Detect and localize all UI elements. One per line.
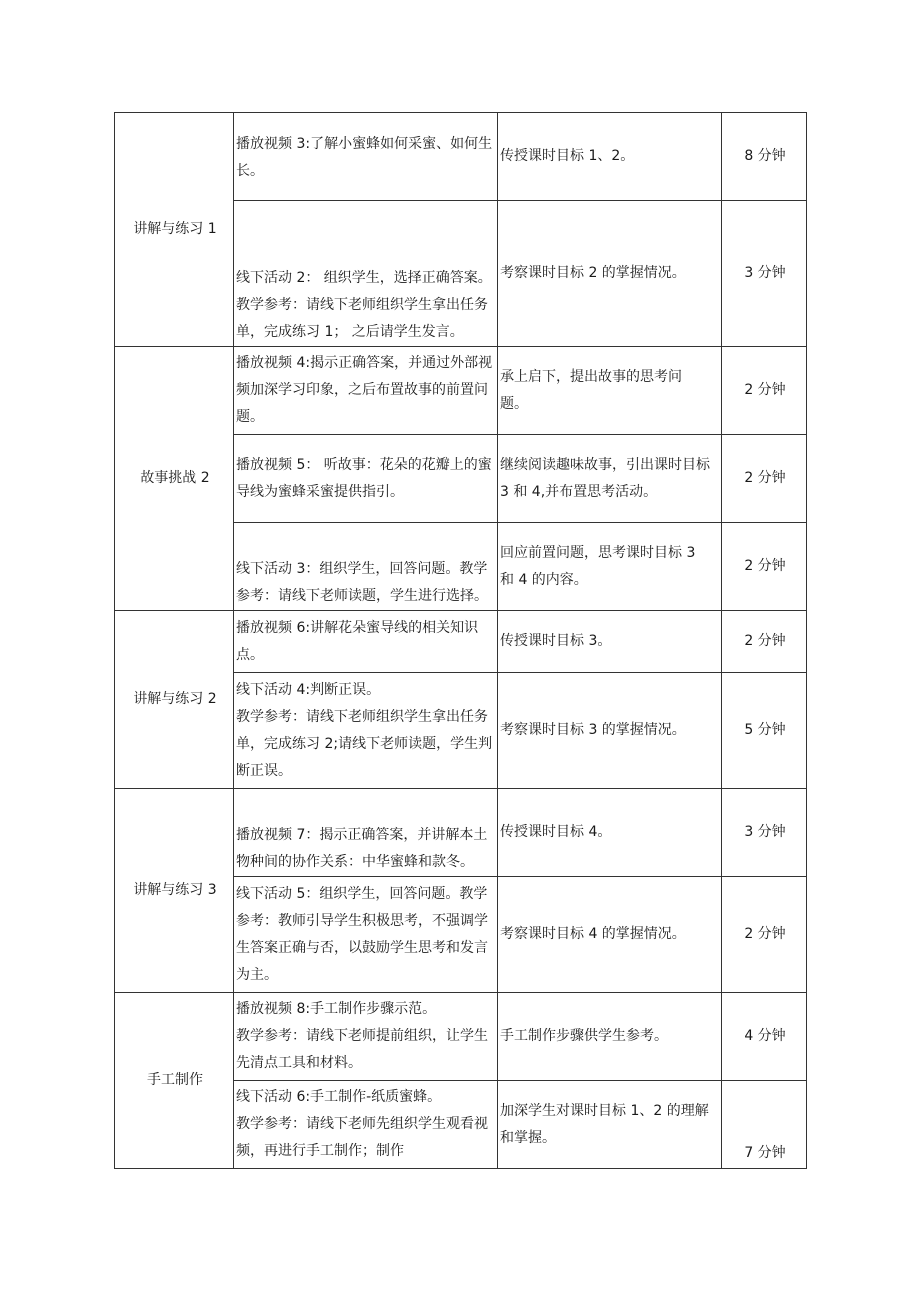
activity-line: 频，再进行手工制作；制作 bbox=[236, 1143, 404, 1159]
table-row bbox=[115, 993, 807, 1081]
table-row bbox=[115, 347, 807, 435]
activity-line: 播放视频 6:讲解花朵蜜导线的相关知识 bbox=[236, 619, 479, 636]
activity-line: 播放视频 8:手工制作步骤示范。 bbox=[236, 1001, 437, 1017]
goal-line: 考察课时目标 4 的掌握情况。 bbox=[500, 926, 686, 942]
activity-line: 为主。 bbox=[236, 966, 278, 983]
activity-cell bbox=[234, 435, 498, 523]
goal-line: 传授课时目标 3。 bbox=[500, 633, 612, 649]
activity-line: 长。 bbox=[236, 163, 264, 179]
activity-cell bbox=[234, 673, 498, 789]
section-label: 讲解与练习 3 bbox=[133, 882, 217, 898]
duration-value: 4 分钟 bbox=[744, 1028, 786, 1044]
section-label: 讲解与练习 2 bbox=[133, 691, 217, 707]
duration-cell bbox=[722, 789, 807, 877]
activity-cell bbox=[234, 347, 498, 435]
goal-line: 传授课时目标 1、2。 bbox=[500, 148, 635, 164]
duration-cell bbox=[722, 673, 807, 789]
activity-line: 教学参考：请线下老师先组织学生观看视 bbox=[236, 1116, 488, 1132]
activity-line: 物种间的协作关系：中华蜜蜂和款冬。 bbox=[236, 854, 474, 870]
activity-line: 单，完成练习 2;请线下老师读题，学生判 bbox=[236, 735, 493, 752]
duration-value: 2 分钟 bbox=[744, 633, 786, 649]
goal-cell bbox=[498, 1081, 722, 1169]
section-label: 讲解与练习 1 bbox=[133, 221, 217, 237]
activity-cell bbox=[234, 201, 498, 347]
duration-cell bbox=[722, 435, 807, 523]
goal-cell bbox=[498, 993, 722, 1081]
activity-line: 参考：教师引导学生积极思考，不强调学 bbox=[236, 912, 488, 929]
goal-cell bbox=[498, 877, 722, 993]
goal-cell bbox=[498, 201, 722, 347]
duration-cell bbox=[722, 201, 807, 347]
duration-value: 3 分钟 bbox=[744, 824, 786, 840]
section-cell bbox=[115, 789, 234, 993]
section-cell bbox=[115, 611, 234, 789]
activity-line: 播放视频 7：揭示正确答案，并讲解本土 bbox=[236, 827, 488, 843]
section-label: 故事挑战 2 bbox=[140, 470, 210, 486]
activity-line: 线下活动 4:判断正误。 bbox=[236, 681, 381, 698]
duration-value: 2 分钟 bbox=[744, 558, 786, 574]
activity-cell bbox=[234, 993, 498, 1081]
goal-line: 加深学生对课时目标 1、2 的理解 bbox=[500, 1102, 709, 1119]
goal-cell bbox=[498, 435, 722, 523]
goal-cell bbox=[498, 113, 722, 201]
activity-line: 教学参考：请线下老师组织学生拿出任务 bbox=[236, 708, 488, 725]
goal-line: 承上启下，提出故事的思考问 bbox=[500, 368, 682, 385]
activity-line: 线下活动 2： 组织学生，选择正确答案。 bbox=[236, 270, 492, 286]
activity-line: 参考：请线下老师读题，学生进行选择。 bbox=[236, 588, 488, 604]
activity-cell bbox=[234, 523, 498, 611]
goal-cell bbox=[498, 673, 722, 789]
lesson-plan-table bbox=[114, 112, 807, 1169]
duration-value: 2 分钟 bbox=[744, 382, 786, 398]
activity-line: 教学参考：请线下老师组织学生拿出任务 bbox=[236, 297, 488, 313]
activity-cell bbox=[234, 1081, 498, 1169]
goal-cell bbox=[498, 347, 722, 435]
table-row bbox=[115, 611, 807, 673]
activity-line: 生答案正确与否，以鼓励学生思考和发言 bbox=[236, 939, 488, 956]
duration-cell bbox=[722, 523, 807, 611]
section-cell bbox=[115, 113, 234, 347]
duration-value: 3 分钟 bbox=[744, 265, 786, 281]
activity-line: 教学参考：请线下老师提前组织，让学生 bbox=[236, 1028, 488, 1044]
goal-line: 继续阅读趣味故事，引出课时目标 bbox=[500, 456, 710, 473]
goal-line: 题。 bbox=[500, 395, 528, 412]
goal-line: 3 和 4,并布置思考活动。 bbox=[500, 483, 658, 500]
section-cell bbox=[115, 347, 234, 611]
duration-cell bbox=[722, 993, 807, 1081]
activity-line: 播放视频 4:揭示正确答案，并通过外部视 bbox=[236, 355, 493, 371]
goal-cell bbox=[498, 611, 722, 673]
goal-line: 考察课时目标 2 的掌握情况。 bbox=[500, 265, 686, 281]
activity-line: 单，完成练习 1； 之后请学生发言。 bbox=[236, 324, 464, 340]
duration-cell bbox=[722, 113, 807, 201]
activity-cell bbox=[234, 789, 498, 877]
duration-cell bbox=[722, 1081, 807, 1169]
duration-value: 5 分钟 bbox=[744, 722, 786, 738]
goal-line: 回应前置问题，思考课时目标 3 bbox=[500, 544, 696, 561]
table-row bbox=[115, 113, 807, 201]
activity-cell bbox=[234, 877, 498, 993]
activity-line: 先清点工具和材料。 bbox=[236, 1055, 362, 1071]
goal-line: 考察课时目标 3 的掌握情况。 bbox=[500, 722, 686, 738]
activity-line: 导线为蜜蜂采蜜提供指引。 bbox=[236, 483, 404, 500]
duration-cell bbox=[722, 877, 807, 993]
section-label: 手工制作 bbox=[147, 1072, 203, 1088]
duration-value: 2 分钟 bbox=[744, 470, 786, 486]
duration-value: 2 分钟 bbox=[744, 926, 786, 942]
duration-value: 8 分钟 bbox=[744, 148, 786, 164]
goal-cell bbox=[498, 789, 722, 877]
duration-value: 7 分钟 bbox=[744, 1145, 786, 1161]
activity-line: 频加深学习印象，之后布置故事的前置问 bbox=[236, 382, 488, 398]
activity-line: 题。 bbox=[236, 409, 264, 425]
activity-line: 播放视频 3:了解小蜜蜂如何采蜜、如何生 bbox=[236, 136, 493, 152]
activity-line: 点。 bbox=[236, 646, 264, 663]
goal-line: 和 4 的内容。 bbox=[500, 571, 588, 588]
duration-cell bbox=[722, 347, 807, 435]
activity-line: 播放视频 5： 听故事：花朵的花瓣上的蜜 bbox=[236, 456, 492, 473]
goal-line: 传授课时目标 4。 bbox=[500, 824, 612, 840]
activity-line: 断正误。 bbox=[236, 762, 292, 779]
activity-line: 线下活动 3：组织学生，回答问题。教学 bbox=[236, 561, 488, 577]
activity-cell bbox=[234, 611, 498, 673]
goal-line: 和掌握。 bbox=[500, 1129, 556, 1146]
activity-line: 线下活动 6:手工制作-纸质蜜蜂。 bbox=[236, 1089, 442, 1105]
duration-cell bbox=[722, 611, 807, 673]
goal-line: 手工制作步骤供学生参考。 bbox=[500, 1028, 668, 1044]
section-cell bbox=[115, 993, 234, 1169]
activity-cell bbox=[234, 113, 498, 201]
table-row bbox=[115, 789, 807, 877]
activity-line: 线下活动 5：组织学生，回答问题。教学 bbox=[236, 885, 488, 902]
goal-cell bbox=[498, 523, 722, 611]
